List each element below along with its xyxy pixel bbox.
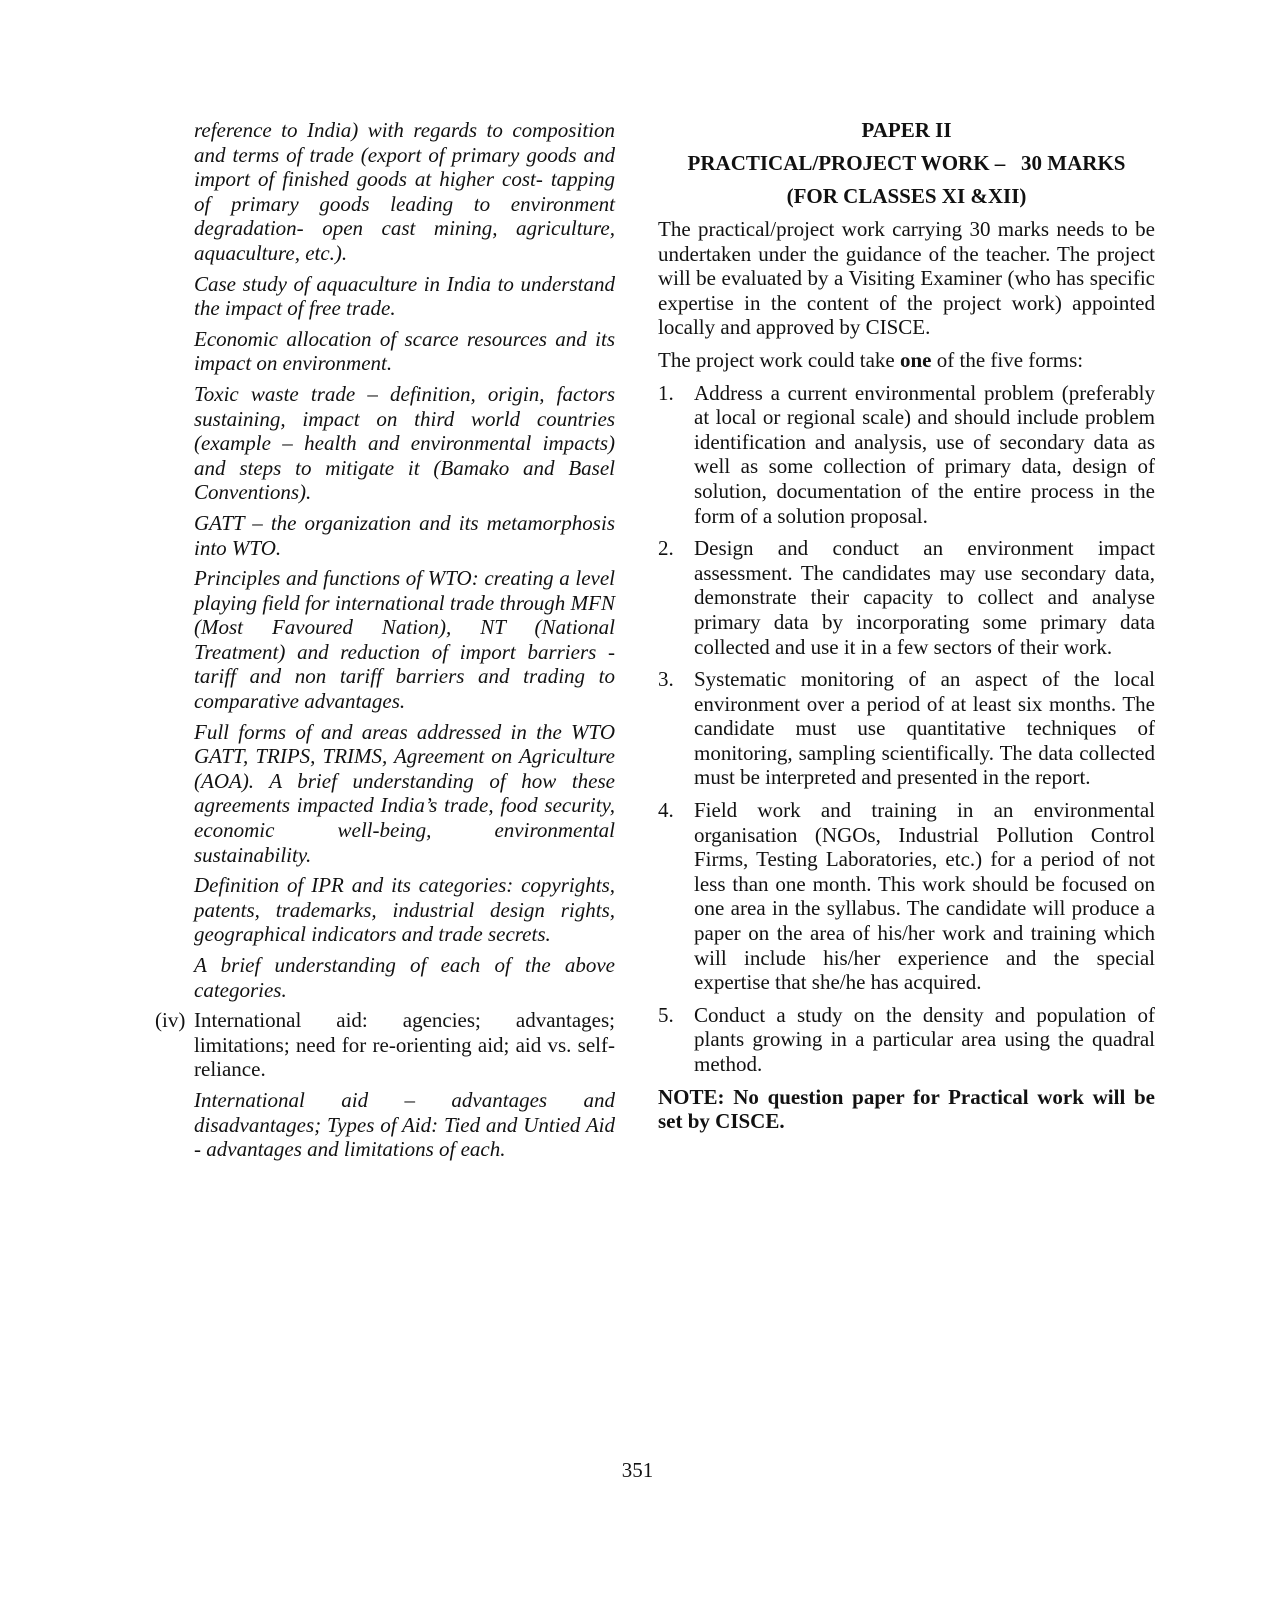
paragraph-gatt: GATT – the organization and its metamorphosis into WTO. xyxy=(194,510,615,560)
paragraph-toxic-waste-trade: Toxic waste trade – definition, origin, factors sustaining, impact on third world countries (example – health and environmental impacts) and steps to mitigate it (Bamako and Basel Conventions). xyxy=(194,381,615,505)
paragraph-wto-agreements: Full forms of and areas addressed in the WTO GATT, TRIPS, TRIMS, Agreement on Agriculture (AOA). A brief understanding of how these agreements impacted India’s trade, food security, economic well-being, environmental sustainability. xyxy=(194,719,615,867)
list-item-number: 2. xyxy=(658,536,674,561)
list-item xyxy=(658,1003,1155,1077)
list-item-number: 4. xyxy=(658,798,674,823)
list-item xyxy=(658,381,1155,529)
heading-practical-work: PRACTICAL/PROJECT WORK – 30 MARKS xyxy=(687,151,1126,175)
list-item xyxy=(658,798,1155,995)
paragraph-project-intro: The practical/project work carrying 30 marks needs to be undertaken under the guidance of the teacher. The project will be evaluated by a Visiting Examiner (who has specific expertise in the content of the project work) appointed locally and approved by CISCE. xyxy=(658,217,1155,340)
heading-classes: (FOR CLASSES XI &XII) xyxy=(786,184,1027,208)
list-item-text: Systematic monitoring of an aspect of the local environment over a period of at least six months. The candidate must use quantitative techniques of monitoring, sampling scientifically. The data collected must be interpreted and presented in the report. xyxy=(694,667,1155,790)
forms-text-bold: one xyxy=(900,347,932,372)
list-item-text: Design and conduct an environment impact assessment. The candidates may use secondary data, demonstrate their capacity to collect and analyse primary data by incorporating some primary data collected and use it in a few sectors of their work. xyxy=(694,536,1155,659)
forms-text-after: of the five forms: xyxy=(931,347,1084,372)
paragraph-aid-types: International aid – advantages and disadvantages; Types of Aid: Tied and Untied Aid - advantages and limitations of each. xyxy=(194,1087,615,1162)
list-item xyxy=(658,536,1155,659)
list-item-text: Conduct a study on the density and population of plants growing in a particular area using the quadral method. xyxy=(694,1002,1155,1076)
list-item-text: Address a current environmental problem (preferably at local or regional scale) and should include problem identification and analysis, use of secondary data as well as some collection of primary data, design of solution, documentation of the entire process in the form of a solution proposal. xyxy=(694,380,1155,528)
paragraph-wto-principles: Principles and functions of WTO: creating a level playing field for international trade through MFN (Most Favoured Nation), NT (National Treatment) and reduction of import barriers - tariff and non tariff barriers and trading to comparative advantages. xyxy=(194,566,615,714)
heading-paper: PAPER II xyxy=(861,118,952,142)
paragraph-project-forms xyxy=(658,348,1155,373)
paragraph-terms-of-trade: reference to India) with regards to composition and terms of trade (export of primary goods and import of finished goods at higher cost- tapping of primary goods leading to environment degradation- open cast mining, agriculture, aquaculture, etc.). xyxy=(194,118,615,265)
list-item-text: International aid: agencies; advantages; limitations; need for re-orienting aid; aid vs. self-reliance. xyxy=(194,1008,615,1082)
list-item-number: 3. xyxy=(658,667,674,692)
project-forms-list xyxy=(658,381,1155,1077)
paragraph-ipr-definition: Definition of IPR and its categories: copyrights, patents, trademarks, industrial design rights, geographical indicators and trade secrets. xyxy=(194,873,615,947)
list-item xyxy=(658,667,1155,790)
page-number: 351 xyxy=(621,1458,654,1482)
note-no-question-paper: NOTE: No question paper for Practical work will be set by CISCE. xyxy=(658,1084,1155,1134)
right-column xyxy=(658,118,1155,1134)
list-item-number: (iv) xyxy=(155,1008,186,1033)
paragraph-aquaculture-case-study: Case study of aquaculture in India to understand the impact of free trade. xyxy=(194,271,615,321)
list-item-text: Field work and training in an environmental organisation (NGOs, Industrial Pollution Control Firms, Testing Laboratories, etc.) for a period of not less than one month. This work should be focused on one area in the syllabus. The candidate will produce a paper on the area of his/her work and training which will include his/her experience and the special expertise that she/he has acquired. xyxy=(694,798,1155,995)
forms-text-before: The project work could take xyxy=(658,347,900,372)
list-item-number: 5. xyxy=(658,1002,674,1027)
paragraph-ipr-categories: A brief understanding of each of the above categories. xyxy=(194,953,615,1002)
paragraph-scarce-resources: Economic allocation of scarce resources and its impact on environment. xyxy=(194,326,615,376)
left-column xyxy=(155,118,615,1168)
list-item-number: 1. xyxy=(658,380,674,405)
list-item-international-aid xyxy=(155,1008,615,1082)
